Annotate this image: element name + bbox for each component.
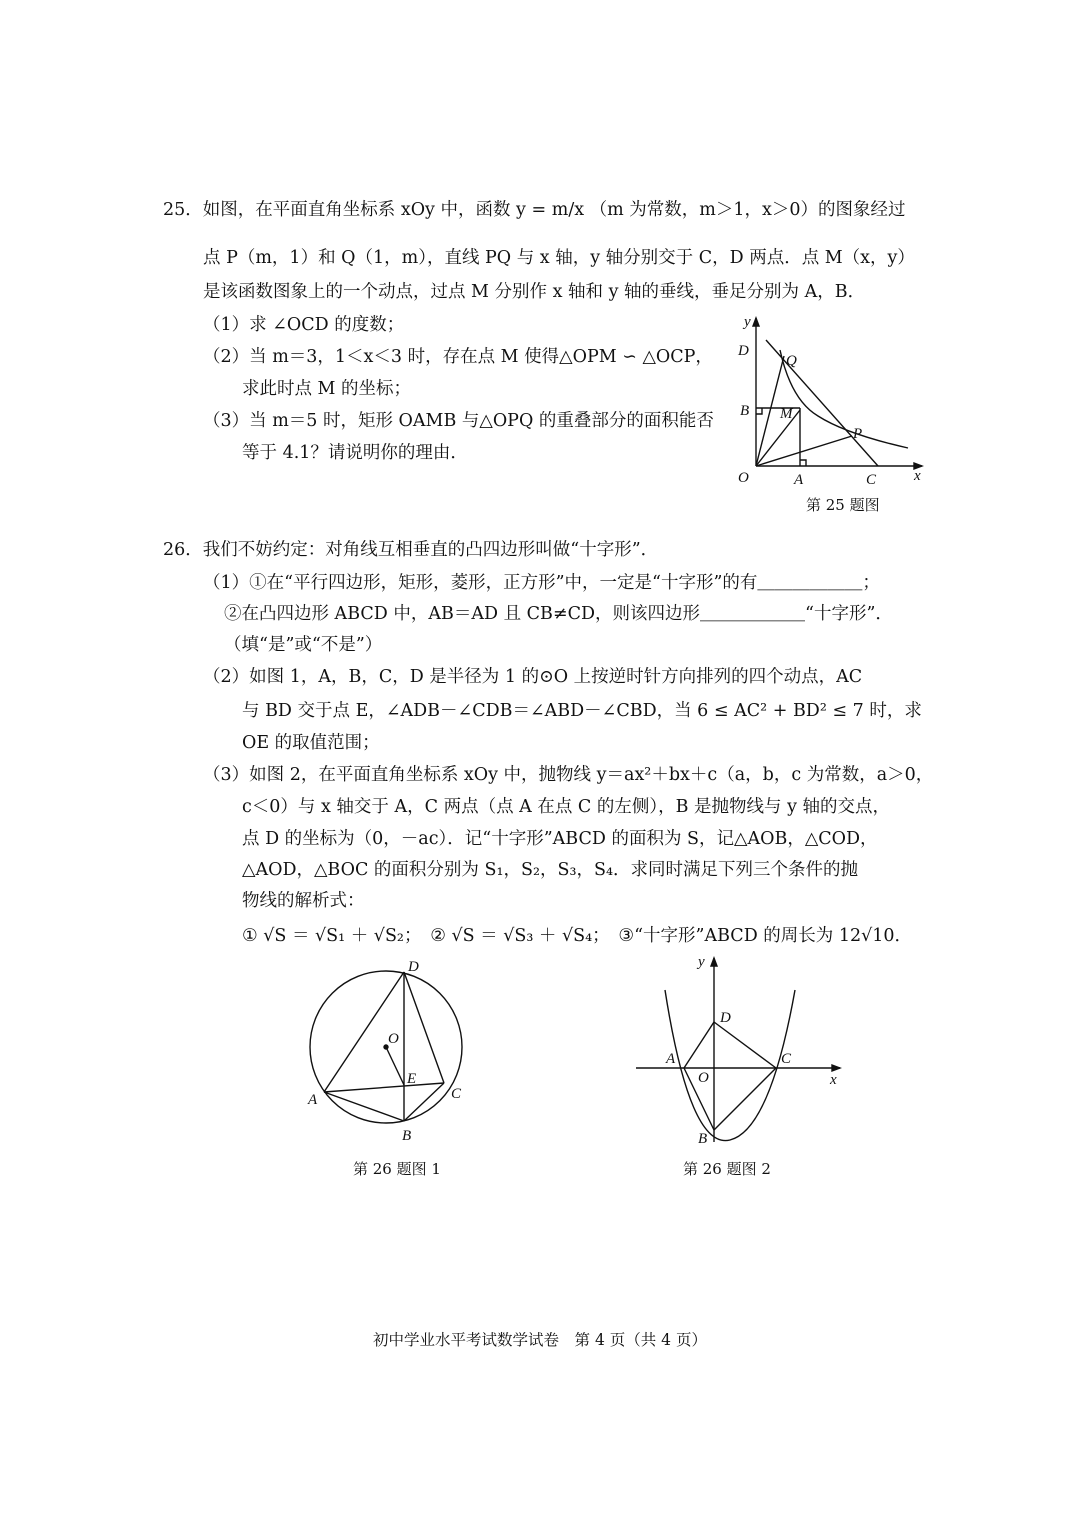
q25-part-2-cont: 求此时点 M 的坐标；	[242, 379, 412, 399]
q26-part-3-cont-3: △AOD，△BOC 的面积分别为 S₁，S₂，S₃，S₄．求同时满足下列三个条件的抛	[242, 860, 858, 880]
q25-fig-label-D: D	[738, 343, 749, 359]
q26-fig1-label-A: A	[308, 1092, 318, 1108]
q25-fig-label-A: A	[794, 472, 804, 488]
q26-conditions: ① √S ＝ √S₁ ＋ √S₂； ② √S ＝ √S₃ ＋ √S₄； ③“十字形”ABCD 的周长为 12√10．	[242, 926, 913, 946]
q26-part-1-b: ②在凸四边形 ABCD 中，AB＝AD 且 CB≠CD，则该四边形＿＿＿＿＿＿“十字形”．	[224, 604, 893, 624]
q25-fig-label-y: y	[744, 314, 751, 330]
q26-part-3: （3）如图 2，在平面直角坐标系 xOy 中，抛物线 y＝ax²＋bx＋c（a，b，c 为常数，a＞0，	[203, 765, 934, 785]
q25-line-3: 是该函数图象上的一个动点，过点 M 分别作 x 轴和 y 轴的垂线，垂足分别为 A，B．	[203, 282, 866, 302]
q26-fig1-label-E: E	[407, 1071, 417, 1087]
q26-fig2-label-B: B	[698, 1131, 708, 1147]
q25-line-1: 25．如图，在平面直角坐标系 xOy 中，函数 y = m/x （m 为常数，m＞1，x＞0）的图象经过	[163, 200, 906, 220]
q26-fig2-label-A: A	[666, 1051, 676, 1067]
q26-part-1-note: （填“是”或“不是”）	[224, 635, 383, 655]
q26-fig2-label-C: C	[781, 1051, 792, 1067]
q25-figure-caption: 第 25 题图	[806, 496, 880, 514]
q26-part-1-a: （1）①在“平行四边形，矩形，菱形，正方形”中，一定是“十字形”的有＿＿＿＿＿＿；	[203, 573, 880, 593]
q26-figure-1	[298, 955, 488, 1150]
q25-figure	[728, 308, 928, 494]
q26-part-3-cont-4: 物线的解析式：	[242, 891, 365, 911]
q25-fig-label-O: O	[738, 470, 749, 486]
q25-fig-label-M: M	[780, 406, 793, 422]
q26-fig2-label-y: y	[698, 954, 705, 970]
q26-figure-2	[630, 950, 850, 1150]
q25-fig-label-x: x	[914, 468, 921, 484]
q26-part-3-cont-1: c＜0）与 x 轴交于 A，C 两点（点 A 在点 C 的左侧），B 是抛物线与 y 轴的交点，	[242, 797, 891, 817]
q26-figure-2-caption: 第 26 题图 2	[683, 1160, 771, 1178]
q25-fig-label-C: C	[866, 472, 877, 488]
q26-fig1-label-C: C	[451, 1086, 462, 1102]
q26-part-3-cont-2: 点 D 的坐标为（0，－ac）．记“十字形”ABCD 的面积为 S，记△AOB，△COD，	[242, 829, 878, 849]
q26-figure-1-caption: 第 26 题图 1	[353, 1160, 441, 1178]
q26-fig1-label-O: O	[388, 1031, 399, 1047]
q26-part-2: （2）如图 1，A，B，C，D 是半径为 1 的⊙O 上按逆时针方向排列的四个动点，AC	[203, 667, 863, 687]
q25-part-2: （2）当 m＝3，1＜x＜3 时，存在点 M 使得△OPM ∽ △OCP，	[203, 347, 713, 367]
q26-line-1: 26．我们不妨约定：对角线互相垂直的凸四边形叫做“十字形”．	[163, 540, 659, 560]
q25-part-1: （1）求 ∠OCD 的度数；	[203, 315, 405, 335]
q25-fig-label-P: P	[853, 426, 863, 442]
q26-fig2-label-O: O	[698, 1070, 709, 1086]
q26-fig2-label-x: x	[830, 1072, 837, 1088]
q26-part-2-cont-1: 与 BD 交于点 E，∠ADB－∠CDB＝∠ABD－∠CBD，当 6 ≤ AC² + BD² ≤ 7 时，求	[242, 701, 922, 721]
q26-fig2-label-D: D	[720, 1010, 731, 1026]
page-footer: 初中学业水平考试数学试卷 第 4 页（共 4 页）	[373, 1331, 707, 1349]
q26-fig1-label-B: B	[402, 1128, 412, 1144]
q25-fig-label-B: B	[740, 403, 750, 419]
q26-part-2-cont-2: OE 的取值范围；	[242, 733, 380, 753]
q25-line-2: 点 P（m，1）和 Q（1，m），直线 PQ 与 x 轴，y 轴分别交于 C，D 两点．点 M（x，y）	[203, 248, 915, 268]
q25-part-3-cont: 等于 4.1？请说明你的理由．	[242, 443, 468, 463]
q26-fig1-label-D: D	[408, 959, 419, 975]
q25-fig-label-Q: Q	[786, 353, 797, 369]
q25-part-3: （3）当 m＝5 时，矩形 OAMB 与△OPQ 的重叠部分的面积能否	[203, 411, 714, 431]
